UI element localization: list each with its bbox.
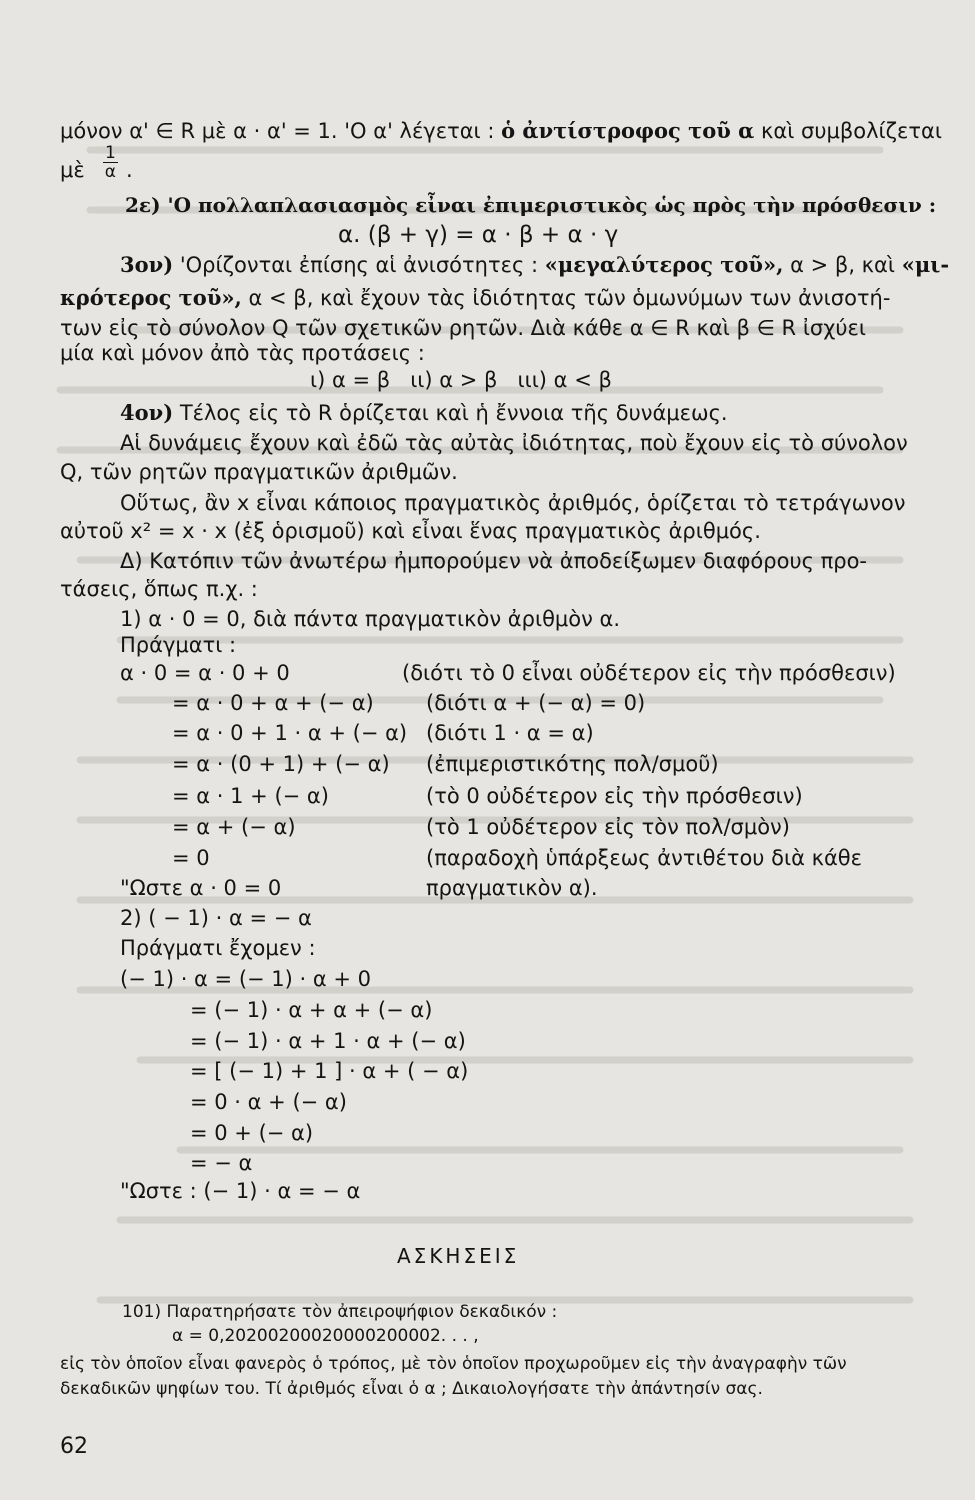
bold-term: ὁ ἀντίστροφος τοῦ α xyxy=(501,118,755,143)
text-line: αὐτοῦ x² = x · x (ἐξ ὁρισμοῦ) καὶ εἶναι ἕνας πραγματικὸς ἀριθμός. xyxy=(60,519,761,543)
proof-reason: (τὸ 0 οὐδέτερον εἰς τὴν πρόσθεσιν) xyxy=(426,784,803,808)
proof-line: = − α xyxy=(190,1151,253,1175)
text-line: Δ) Κατόπιν τῶν ἀνωτέρω ἠμπορούμεν νὰ ἀποδείξωμεν διαφόρους προ- xyxy=(120,549,868,573)
proof-left: = α · (0 + 1) + (− α) xyxy=(172,752,390,776)
proof-reason: (παραδοχὴ ὑπάρξεως ἀντιθέτου διὰ κάθε xyxy=(426,846,863,870)
text-line: "Ωστε : (− 1) · α = − α xyxy=(120,1179,361,1203)
section-heading: ΑΣΚΗΣΕΙΣ xyxy=(397,1244,520,1268)
text-line: α < β, καὶ ἔχουν τὰς ἰδιότητας τῶν ὁμωνύμων των ἀνισοτή- xyxy=(248,286,891,310)
fraction-numerator: 1 xyxy=(105,143,116,163)
exercise-line: δεκαδικῶν ψηφίων του. Τί ἀριθμός εἶναι ὁ α ; Δικαιολογήσατε τὴν ἀπάντησίν σας. xyxy=(60,1379,763,1399)
formula-line: α. (β + γ) = α · β + α · γ xyxy=(338,222,619,248)
proof-left: α · 0 = α · 0 + 0 xyxy=(120,661,290,685)
proof-left: = α · 0 + 1 · α + (− α) xyxy=(172,721,408,745)
formula-line: ι) α = β ιι) α > β ιιι) α < β xyxy=(310,368,612,392)
text-line: καὶ συμβολίζεται xyxy=(761,119,942,143)
proof-left: = 0 xyxy=(172,846,210,870)
proof-left: = α + (− α) xyxy=(172,815,296,839)
proof-reason: (διότι 1 · α = α) xyxy=(426,721,594,745)
text-line: 'Ορίζονται ἐπίσης αἱ ἀνισότητες : xyxy=(179,253,539,277)
bold-term: κρότερος τοῦ», xyxy=(60,285,242,310)
bold-term: «μι- xyxy=(901,252,950,277)
exercise-line: 101) Παρατηρήσατε τὸν ἀπειροψήφιον δεκαδικόν : xyxy=(122,1302,558,1322)
text-line: Οὕτως, ἂν x εἶναι κάποιος πραγματικὸς ἀριθμός, ὁρίζεται τὸ τετράγωνον xyxy=(120,491,906,515)
text-line: 1) α · 0 = 0, διὰ πάντα πραγματικὸν ἀριθμὸν α. xyxy=(120,607,621,631)
heading-2e: 2ε) 'Ο πολλαπλασιασμὸς εἶναι ἐπιμεριστικὸς ὡς πρὸς τὴν πρόσθεσιν : xyxy=(125,193,937,217)
text-line: Τέλος εἰς τὸ R ὁρίζεται καὶ ἡ ἔννοια τῆς δυνάμεως. xyxy=(179,401,728,425)
text-line: μία καὶ μόνον ἀπὸ τὰς προτάσεις : xyxy=(60,341,425,365)
proof-line: (− 1) · α = (− 1) · α + 0 xyxy=(120,967,372,991)
proof-reason: (τὸ 1 οὐδέτερον εἰς τὸν πολ/σμὸν) xyxy=(426,815,790,839)
text-line: Πράγματι ἔχομεν : xyxy=(120,936,316,960)
bold-term: «μεγαλύτερος τοῦ», xyxy=(544,252,784,277)
proof-line: = (− 1) · α + 1 · α + (− α) xyxy=(190,1029,466,1053)
proof-reason: (ἐπιμεριστικότης πολ/σμοῦ) xyxy=(426,752,719,776)
fraction-denominator: α xyxy=(104,162,117,182)
text-line: Πράγματι : xyxy=(120,633,237,657)
text-line: . xyxy=(126,158,133,182)
fraction xyxy=(103,144,118,181)
proof-reason: (διότι τὸ 0 εἶναι οὐδέτερον εἰς τὴν πρόσθεσιν) xyxy=(402,661,896,685)
section-label: 4ον) xyxy=(120,400,174,425)
proof-left: "Ωστε α · 0 = 0 xyxy=(120,876,282,900)
text-line: μὲ xyxy=(60,158,85,182)
proof-left: = α · 0 + α + (− α) xyxy=(172,691,374,715)
text-line: α > β, καὶ xyxy=(790,253,895,277)
exercise-formula: α = 0,20200200020000200002. . . , xyxy=(172,1326,479,1346)
proof-line: = 0 · α + (− α) xyxy=(190,1090,347,1114)
proof-line: = [ (− 1) + 1 ] · α + ( − α) xyxy=(190,1059,469,1083)
text-line: Q, τῶν ρητῶν πραγματικῶν ἀριθμῶν. xyxy=(60,460,458,484)
text-line: 2) ( − 1) · α = − α xyxy=(120,906,312,930)
proof-reason: πραγματικὸν α). xyxy=(426,876,598,900)
proof-reason: (διότι α + (− α) = 0) xyxy=(426,691,646,715)
proof-line: = (− 1) · α + α + (− α) xyxy=(190,998,433,1022)
text-line: τάσεις, ὅπως π.χ. : xyxy=(60,577,258,601)
text-line: Αἱ δυνάμεις ἔχουν καὶ ἐδῶ τὰς αὐτὰς ἰδιότητας, ποὺ ἔχουν εἰς τὸ σύνολον xyxy=(120,431,908,455)
text-line: μόνον α' ∈ R μὲ α · α' = 1. 'Ο α' λέγεται : xyxy=(60,119,495,143)
exercise-line: εἰς τὸν ὁποῖον εἶναι φανερὸς ὁ τρόπος, μὲ τὸν ὁποῖον προχωροῦμεν εἰς τὴν ἀναγραφὴν τῶν xyxy=(60,1354,847,1374)
proof-left: = α · 1 + (− α) xyxy=(172,784,329,808)
text-line: των εἰς τὸ σύνολον Q τῶν σχετικῶν ρητῶν. Διὰ κάθε α ∈ R καὶ β ∈ R ἰσχύει xyxy=(60,316,866,340)
page-number: 62 xyxy=(60,1434,88,1459)
section-label: 3ον) xyxy=(120,252,174,277)
proof-line: = 0 + (− α) xyxy=(190,1121,314,1145)
